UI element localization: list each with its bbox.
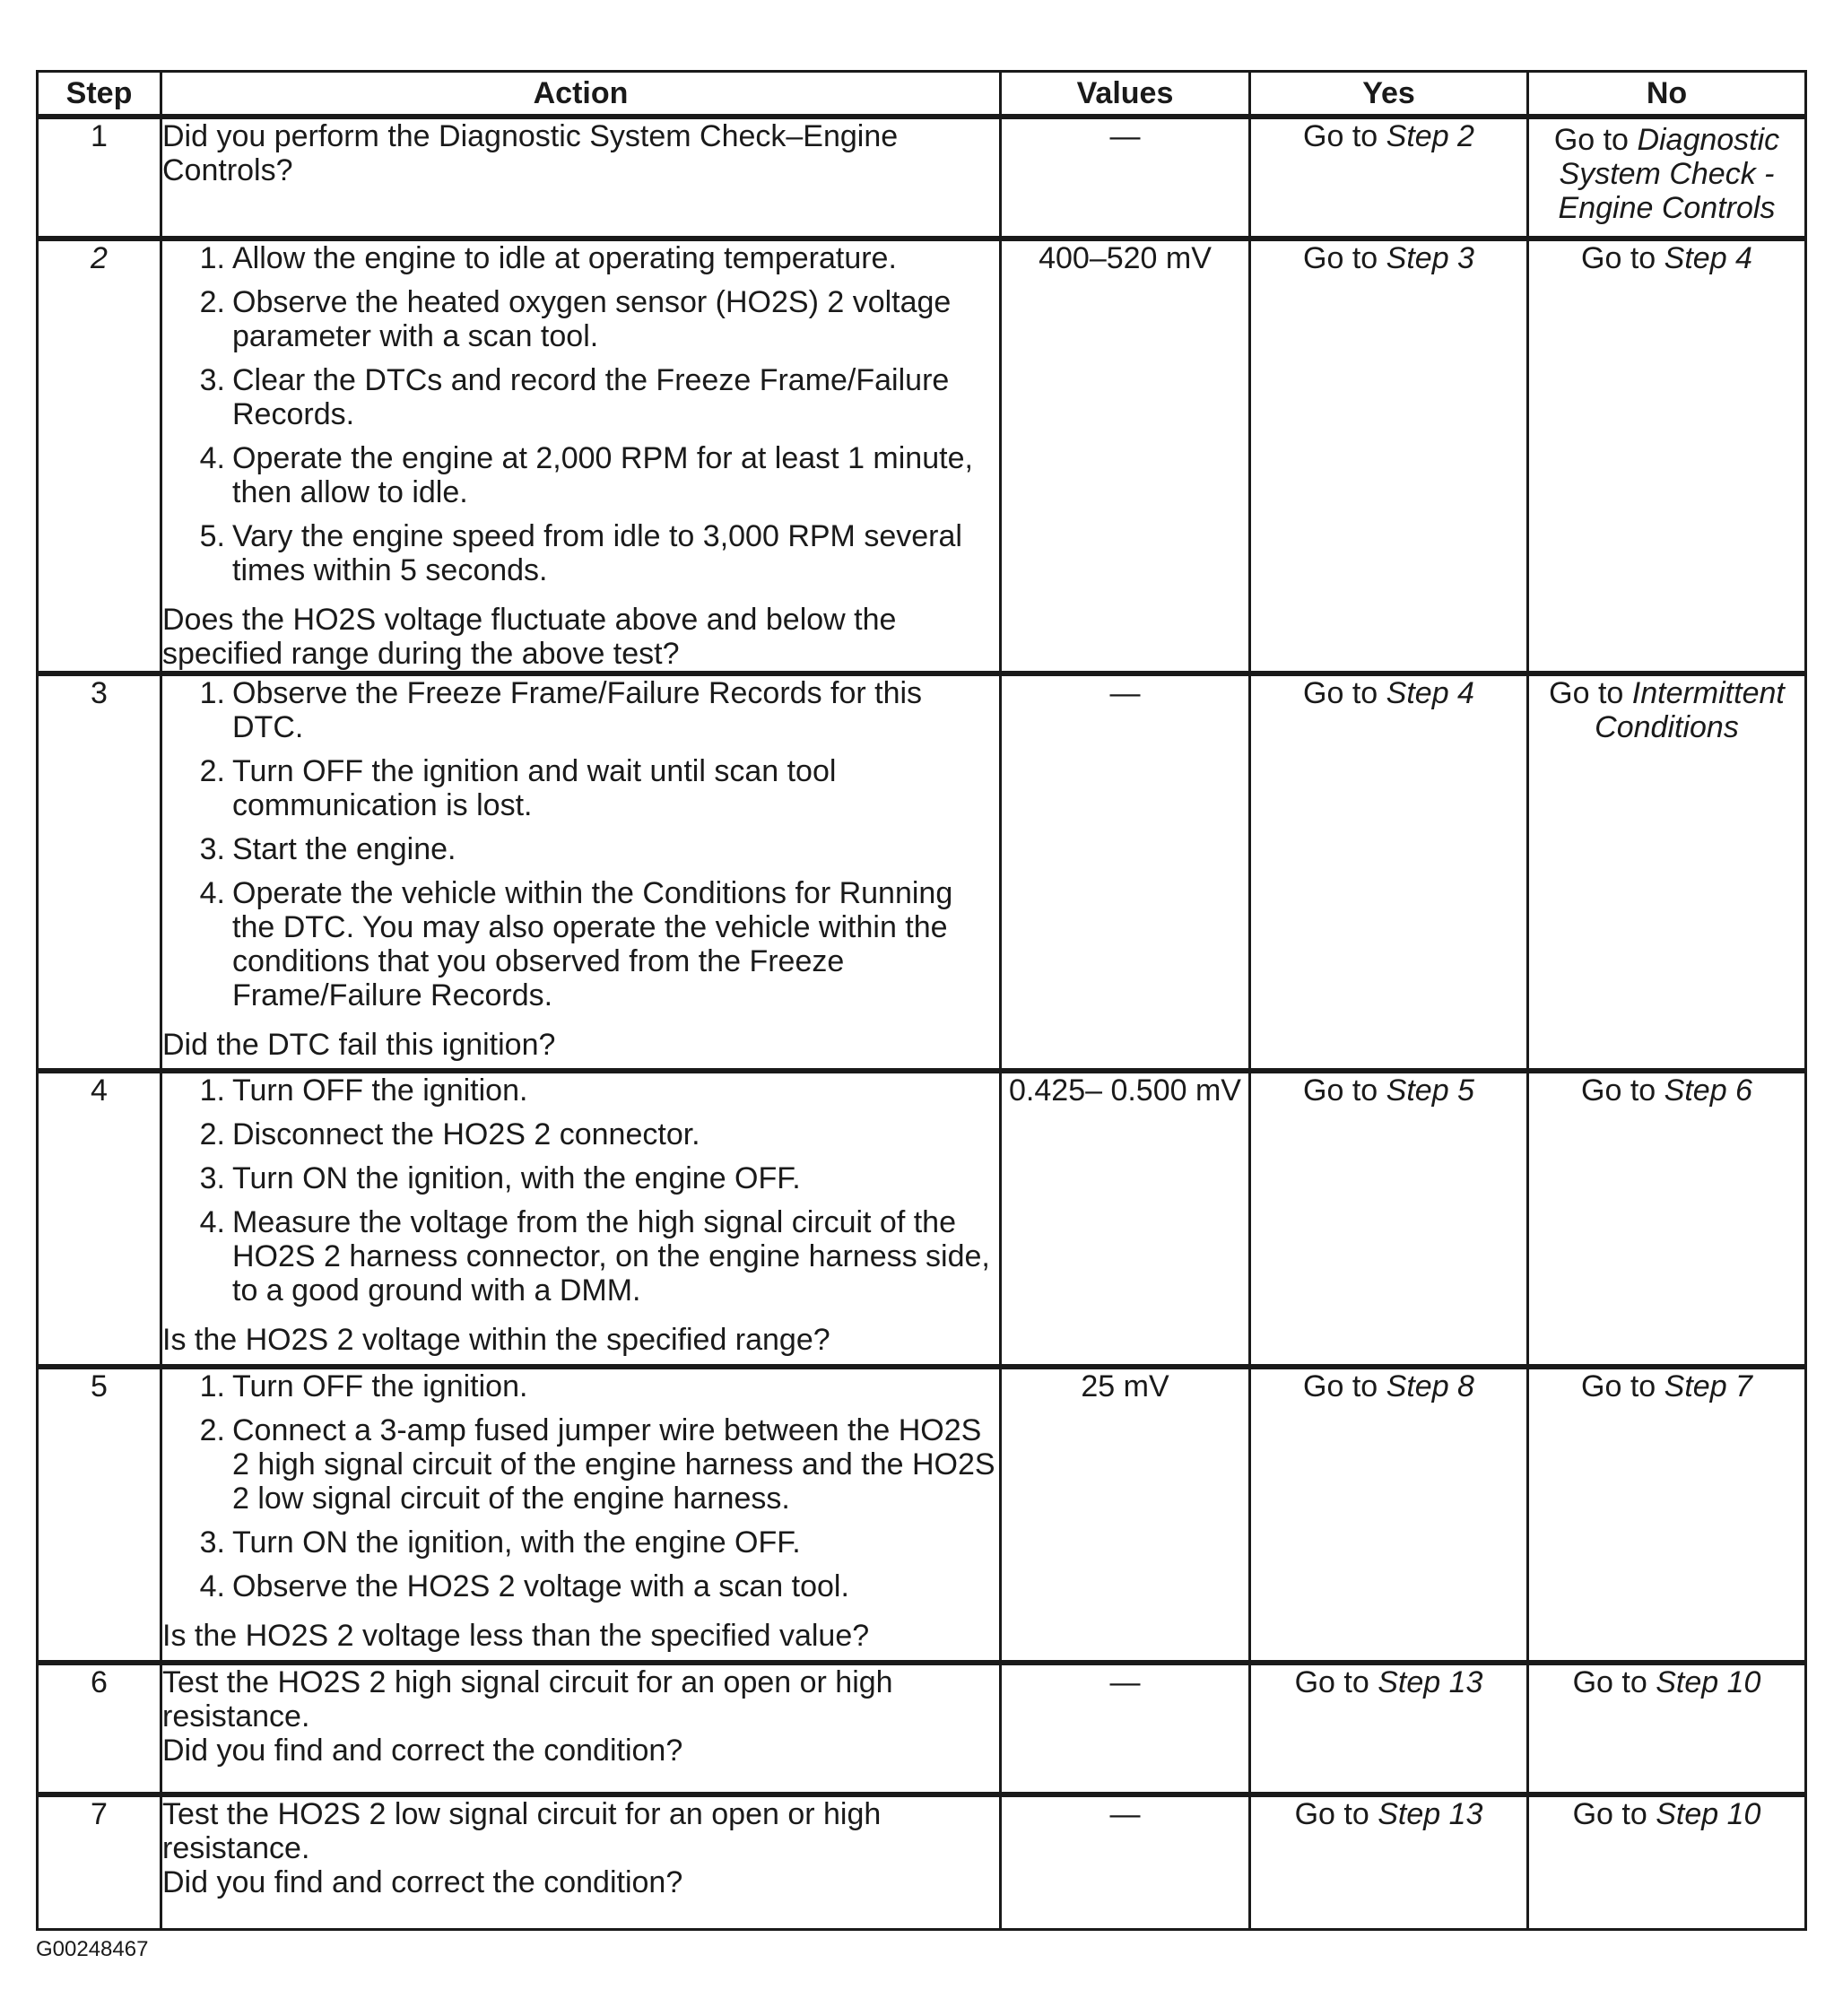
step-number: 1 bbox=[91, 119, 108, 153]
yes-ref: Step 5 bbox=[1386, 1073, 1474, 1108]
step-cell bbox=[38, 1663, 161, 1794]
action-step: 3. Start the engine. bbox=[199, 832, 456, 866]
action-question: Is the HO2S 2 voltage less than the specified value? bbox=[162, 1619, 870, 1653]
action-cell bbox=[161, 117, 1001, 239]
no-cell: Go to Step 10 bbox=[1528, 1794, 1806, 1929]
no-cell: Go to Step 6 bbox=[1528, 1071, 1806, 1367]
step-number: 3 bbox=[91, 676, 108, 710]
values-cell: — bbox=[1001, 1794, 1250, 1929]
diagnostic-table bbox=[36, 70, 1807, 1931]
no-ref: Step 7 bbox=[1664, 1369, 1752, 1403]
action-step: 3. Turn ON the ignition, with the engine OFF. bbox=[199, 1525, 801, 1560]
step-cell bbox=[38, 1367, 161, 1663]
yes-ref: Step 3 bbox=[1386, 241, 1474, 275]
no-cell: Go to Step 10 bbox=[1528, 1663, 1806, 1794]
step-number: 5 bbox=[91, 1369, 108, 1403]
header-row bbox=[38, 72, 1806, 117]
action-step: 3. Turn ON the ignition, with the engine OFF. bbox=[199, 1161, 801, 1195]
values-cell: — bbox=[1001, 117, 1250, 239]
no-ref: Diagnostic System Check - Engine Controls bbox=[1558, 123, 1780, 225]
action-step: 2. Observe the heated oxygen sensor (HO2S) 2 voltage parameter with a scan tool. bbox=[199, 285, 952, 353]
no-ref: Step 10 bbox=[1656, 1797, 1761, 1831]
table-row bbox=[38, 239, 1806, 673]
action-steps bbox=[162, 676, 999, 1022]
yes-cell: Go to Step 4 bbox=[1250, 673, 1528, 1071]
yes-cell: Go to Step 5 bbox=[1250, 1071, 1528, 1367]
no-ref: Step 6 bbox=[1664, 1073, 1752, 1108]
action-step: 4. Operate the vehicle within the Conditions for Running the DTC. You may also operate the vehicle within the conditions that you observed from the Freeze Frame/Failure Records. bbox=[199, 876, 953, 1012]
action-step: 4. Measure the voltage from the high signal circuit of the HO2S 2 harness connector, on the engine harness side, to a good ground with a DMM. bbox=[199, 1205, 990, 1308]
action-cell bbox=[161, 239, 1001, 673]
table-row bbox=[38, 1071, 1806, 1367]
no-cell: Go to Step 7 bbox=[1528, 1367, 1806, 1663]
step-number: 7 bbox=[91, 1797, 108, 1831]
no-ref: Intermittent Conditions bbox=[1595, 676, 1785, 744]
yes-ref: Step 2 bbox=[1386, 119, 1474, 153]
yes-ref: Step 13 bbox=[1378, 1797, 1483, 1831]
action-step: 4. Observe the HO2S 2 voltage with a scan tool. bbox=[199, 1569, 849, 1603]
action-step: 1. Allow the engine to idle at operating temperature. bbox=[199, 241, 897, 275]
step-cell bbox=[38, 673, 161, 1071]
action-intro: Test the HO2S 2 high signal circuit for an open or high resistance. bbox=[162, 1665, 893, 1734]
yes-cell: Go to Step 3 bbox=[1250, 239, 1528, 673]
table-row bbox=[38, 117, 1806, 239]
action-step: 2. Disconnect the HO2S 2 connector. bbox=[199, 1117, 700, 1151]
values-cell: 0.425– 0.500 mV bbox=[1001, 1071, 1250, 1367]
action-question: Did you find and correct the condition? bbox=[162, 1734, 683, 1768]
action-question: Did you find and correct the condition? bbox=[162, 1865, 683, 1899]
action-step: 5. Vary the engine speed from idle to 3,000 RPM several times within 5 seconds. bbox=[199, 519, 962, 587]
table-row bbox=[38, 1367, 1806, 1663]
step-number: 4 bbox=[91, 1073, 108, 1108]
no-ref: Step 4 bbox=[1664, 241, 1752, 275]
header-step: Step bbox=[38, 72, 161, 117]
action-question: Does the HO2S voltage fluctuate above and below the specified range during the above test? bbox=[162, 603, 897, 671]
table-row bbox=[38, 673, 1806, 1071]
yes-cell: Go to Step 13 bbox=[1250, 1663, 1528, 1794]
no-ref: Step 10 bbox=[1656, 1665, 1761, 1699]
yes-cell bbox=[1250, 117, 1528, 239]
no-prefix: Go to bbox=[1553, 123, 1629, 157]
header-values: Values bbox=[1001, 72, 1250, 117]
action-cell bbox=[161, 1794, 1001, 1929]
yes-cell: Go to Step 8 bbox=[1250, 1367, 1528, 1663]
no-cell: Go to Step 4 bbox=[1528, 239, 1806, 673]
action-step: 2. Turn OFF the ignition and wait until scan tool communication is lost. bbox=[199, 754, 837, 822]
values-cell: 400–520 mV bbox=[1001, 239, 1250, 673]
values-cell: 25 mV bbox=[1001, 1367, 1250, 1663]
action-question: Is the HO2S 2 voltage within the specified range? bbox=[162, 1323, 830, 1357]
step-number: 6 bbox=[91, 1665, 108, 1699]
values-cell: — bbox=[1001, 673, 1250, 1071]
action-steps bbox=[162, 1073, 999, 1317]
step-cell bbox=[38, 239, 161, 673]
action-cell bbox=[161, 1071, 1001, 1367]
values-cell: — bbox=[1001, 1663, 1250, 1794]
action-step: 1. Observe the Freeze Frame/Failure Records for this DTC. bbox=[199, 676, 923, 744]
action-intro: Did you perform the Diagnostic System Check–Engine Controls? bbox=[162, 119, 899, 187]
table-row bbox=[38, 1663, 1806, 1794]
step-number: 2 bbox=[91, 241, 108, 275]
yes-ref: Step 4 bbox=[1386, 676, 1474, 710]
yes-prefix: Go to bbox=[1303, 119, 1378, 153]
action-step: 4. Operate the engine at 2,000 RPM for at least 1 minute, then allow to idle. bbox=[199, 441, 973, 509]
action-steps bbox=[162, 241, 999, 597]
action-cell bbox=[161, 673, 1001, 1071]
yes-ref: Step 13 bbox=[1378, 1665, 1483, 1699]
header-action: Action bbox=[161, 72, 1001, 117]
yes-ref: Step 8 bbox=[1386, 1369, 1474, 1403]
table-row bbox=[38, 1794, 1806, 1929]
yes-cell: Go to Step 13 bbox=[1250, 1794, 1528, 1929]
no-cell: Go to Intermittent Conditions bbox=[1528, 673, 1806, 1071]
header-yes: Yes bbox=[1250, 72, 1528, 117]
header-no: No bbox=[1528, 72, 1806, 117]
action-step: 1. Turn OFF the ignition. bbox=[199, 1369, 528, 1403]
no-cell bbox=[1528, 117, 1806, 239]
figure-code: G00248467 bbox=[36, 1937, 149, 1961]
action-intro: Test the HO2S 2 low signal circuit for an open or high resistance. bbox=[162, 1797, 882, 1865]
action-question: Did the DTC fail this ignition? bbox=[162, 1028, 556, 1062]
action-step: 2. Connect a 3-amp fused jumper wire between the HO2S 2 high signal circuit of the engine harness and the HO2S 2 low signal circuit of the engine harness. bbox=[199, 1413, 995, 1516]
step-cell bbox=[38, 1071, 161, 1367]
action-cell bbox=[161, 1663, 1001, 1794]
action-step: 3. Clear the DTCs and record the Freeze Frame/Failure Records. bbox=[199, 363, 950, 431]
action-step: 1. Turn OFF the ignition. bbox=[199, 1073, 528, 1108]
step-cell bbox=[38, 117, 161, 239]
action-cell bbox=[161, 1367, 1001, 1663]
step-cell bbox=[38, 1794, 161, 1929]
action-steps bbox=[162, 1369, 999, 1613]
